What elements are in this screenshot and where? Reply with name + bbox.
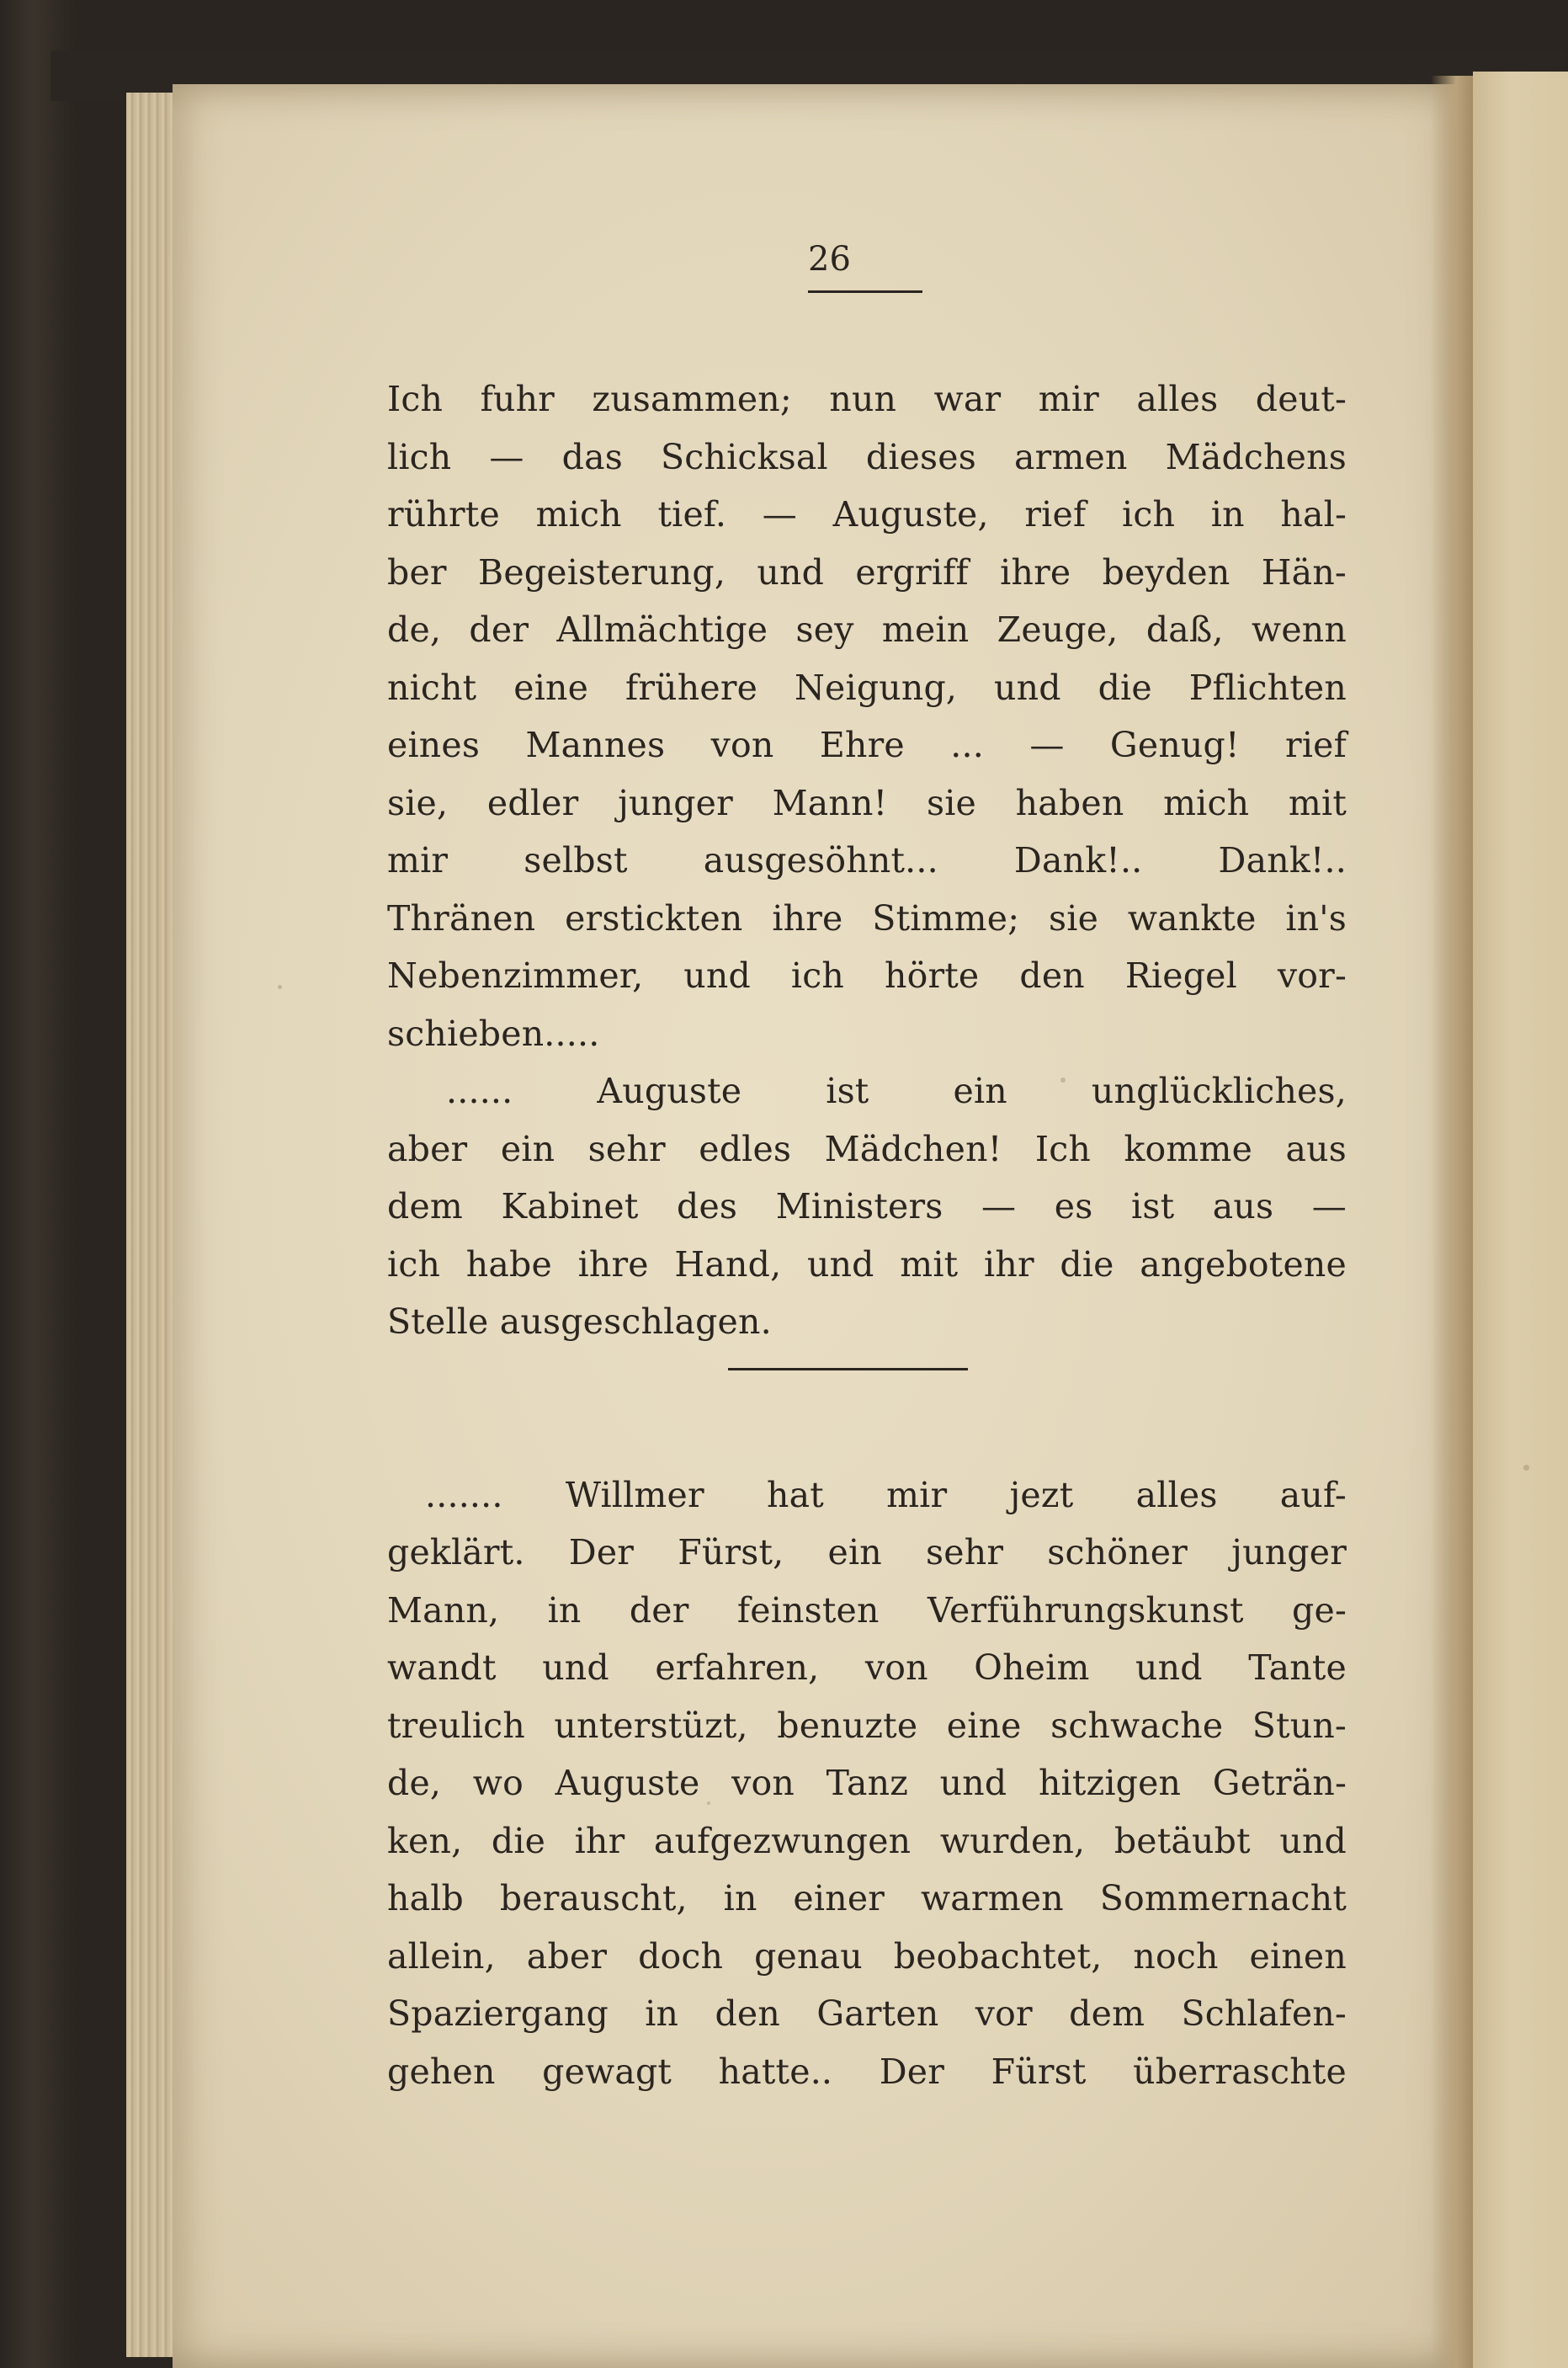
text-line: schieben.....	[387, 1013, 600, 1054]
text-line: ber Begeisterung, und ergriff ihre beyden Hän-	[387, 551, 1347, 593]
text-line: wandt und erfahren, von Oheim und Tante	[387, 1647, 1347, 1688]
text-line: Thränen erstickten ihre Stimme; sie wankte in's	[387, 897, 1347, 939]
page-gutter	[1431, 76, 1473, 2368]
body-text	[387, 370, 1347, 2100]
text-line: ...... Auguste ist ein unglückliches,	[446, 1071, 1347, 1111]
text-line: allein, aber doch genau beobachtet, noch einen	[387, 1935, 1347, 1977]
text-line: rührte mich tief. — Auguste, rief ich in hal-	[387, 494, 1347, 535]
text-line: eines Mannes von Ehre ... — Genug! rief	[387, 725, 1347, 765]
text-line: nicht eine frühere Neigung, und die Pflichten	[387, 667, 1347, 708]
text-line: ....... Willmer hat mir jezt alles auf-	[425, 1474, 1347, 1515]
text-line: halb berauscht, in einer warmen Sommernacht	[387, 1878, 1347, 1918]
text-line: geklärt. Der Fürst, ein sehr schöner junger	[387, 1532, 1347, 1572]
page-number: 26	[808, 240, 851, 279]
paragraph-3	[387, 1466, 1347, 2101]
text-line: Spaziergang in den Garten vor dem Schlafen-	[387, 1993, 1347, 2034]
text-line: gehen gewagt hatte.. Der Fürst überraschte	[387, 2051, 1347, 2092]
text-line: aber ein sehr edles Mädchen! Ich komme aus	[387, 1128, 1347, 1169]
text-line: mir selbst ausgesöhnt... Dank!.. Dank!..	[387, 840, 1347, 881]
section-separator-rule	[728, 1368, 968, 1370]
text-line: lich — das Schicksal dieses armen Mädchens	[387, 436, 1347, 477]
text-line: treulich unterstüzt, benuzte eine schwache Stun-	[387, 1705, 1347, 1746]
text-line: Stelle ausgeschlagen.	[387, 1301, 772, 1342]
text-line: Nebenzimmer, und ich hörte den Riegel vor-	[387, 955, 1347, 996]
text-line: Mann, in der feinsten Verführungskunst ge-	[387, 1589, 1347, 1631]
paragraph-1	[387, 370, 1347, 1062]
facing-page-edge	[1473, 72, 1568, 2368]
text-line: sie, edler junger Mann! sie haben mich mit	[387, 782, 1347, 823]
paper-speck	[1523, 1465, 1529, 1471]
page-number-underline	[808, 290, 922, 293]
paper-speck	[278, 985, 282, 989]
text-line: de, wo Auguste von Tanz und hitzigen Geträn-	[387, 1763, 1347, 1803]
text-line: ich habe ihre Hand, und mit ihr die angebotene	[387, 1243, 1347, 1285]
paragraph-2	[387, 1062, 1347, 1351]
text-line: Ich fuhr zusammen; nun war mir alles deut-	[387, 379, 1347, 419]
text-line: dem Kabinet des Ministers — es ist aus —	[387, 1186, 1347, 1227]
text-line: de, der Allmächtige sey mein Zeuge, daß, wenn	[387, 609, 1347, 650]
text-line: ken, die ihr aufgezwungen wurden, betäubt und	[387, 1820, 1347, 1861]
